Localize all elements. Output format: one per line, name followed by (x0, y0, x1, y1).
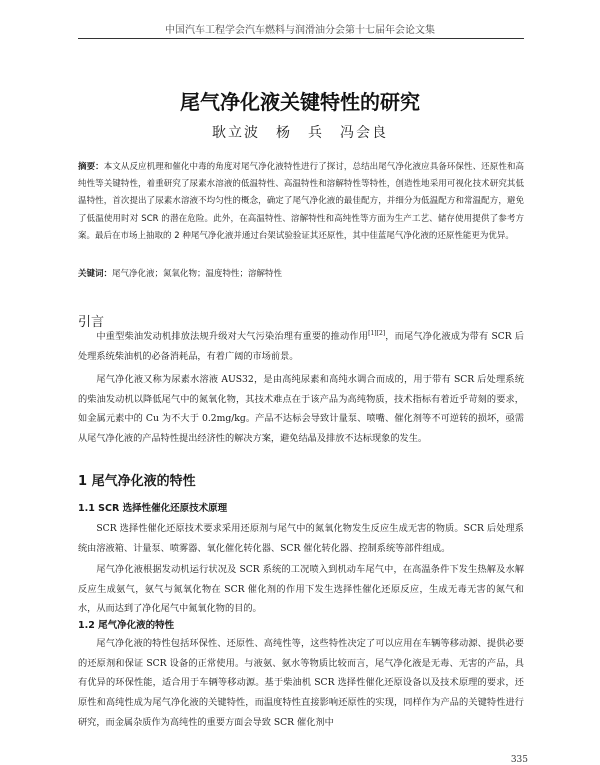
intro-paragraph-1 (78, 327, 524, 366)
keywords-text: 尾气净化液；氮氧化物；温度特性；溶解特性 (112, 269, 283, 279)
header-rule (78, 38, 524, 39)
paper-authors: 耿立波 杨 兵 冯会良 (212, 125, 388, 141)
section-1-2-paragraph-1: 尾气净化液的特性包括环保性、还原性、高纯性等，这些特性决定了可以应用在车辆等移动源、提供必要的还原剂和保证 SCR 设备的正常使用。与液氨、氨水等物质比较而言，尾气净化液是无毒、无害的产品，具有优异的环保性能，适合用于车辆等移动源。基于柴油机 SCR 选择性催化还原设备以及技术原理的要求，还原性和高纯性成为尾气净化液的关键特性，而温度特性直接影响还原性的实现，同样作为产品的关键特性进行研究，而金属杂质作为高纯性的重要方面会导致 SCR 催化剂中 (78, 638, 524, 728)
abstract-label: 摘要： (78, 162, 104, 172)
running-header: 中国汽车工程学会汽车燃料与润滑油分会第十七届年会论文集 (165, 25, 435, 36)
page-number: 335 (510, 755, 528, 765)
section-1-heading: 1 尾气净化液的特性 (78, 474, 196, 489)
intro-p1-text-a: 中重型柴油发动机排放法规升级对大气污染治理有重要的推动作用 (96, 331, 369, 342)
intro-paragraph-2: 尾气净化液又称为尿素水溶液 AUS32，是由高纯尿素和高纯水调合而成的，用于带有 SCR 后处理系统的柴油发动机以降低尾气中的氮氧化物，其技术难点在于该产品为高纯物质，技术指标有着近乎苛刻的要求，如金属元素中的 Cu 为不大于 0.2mg/kg。产品不达标会导致计量泵、喷嘴、催化剂等不可逆转的损坏，亟需从尾气净化液的产品特性提出经济性的解决方案，避免结晶及排放不达标现象的发生。 (78, 374, 524, 445)
intro-heading: 引言 (78, 315, 105, 330)
keywords (78, 267, 524, 279)
abstract-text: 本文从反应机理和催化中毒的角度对尾气净化液特性进行了探讨，总结出尾气净化液应具备环保性、还原性和高纯性等关键特性，着重研究了尿素水溶液的低温特性、高温特性和溶解特性等特性，创造性地采用可视化技术研究其低温特性，首次提出了尿素水溶液不均匀性的概念，确定了尾气净化液的最佳配方，并细分为低温配方和常温配方，避免了低温使用时对 SCR 的潜在危险。此外，在高温特性、溶解特性和高纯性等方面为生产工艺、储存使用提供了参考方案。最后在市场上抽取的 2 种尾气净化液并通过台架试验验证其还原性，其中佳蓝尾气净化液的还原性能更为优异。 (78, 162, 524, 241)
section-1-1-paragraph-1: SCR 选择性催化还原技术要求采用还原剂与尾气中的氮氧化物发生反应生成无害的物质。SCR 后处理系统由溶液箱、计量泵、喷雾器、氧化催化转化器、SCR 催化转化器、控制系统等部件组成。 (78, 523, 524, 554)
paper-title: 尾气净化液关键特性的研究 (180, 90, 420, 114)
intro-p1-text-b: ，而尾气净化液成为带有 SCR 后处理系统柴油机的必备消耗品，有着广阔的市场前景。 (78, 331, 524, 362)
section-1-2-heading: 1.2 尾气净化液的特性 (78, 620, 175, 631)
keywords-label: 关键词： (78, 269, 113, 279)
section-1-1-paragraph-2: 尾气净化液根据发动机运行状况及 SCR 系统的工况喷入到机动车尾气中，在高温条件下发生热解及水解反应生成氨气，氨气与氮氧化物在 SCR 催化剂的作用下发生选择性催化还原反应，生成无毒无害的氮气和水，从而达到了净化尾气中氮氧化物的目的。 (78, 564, 524, 615)
abstract (78, 159, 524, 245)
section-1-1-heading: 1.1 SCR 选择性催化还原技术原理 (78, 503, 228, 514)
intro-p1-citation: [1][2] (368, 329, 386, 337)
